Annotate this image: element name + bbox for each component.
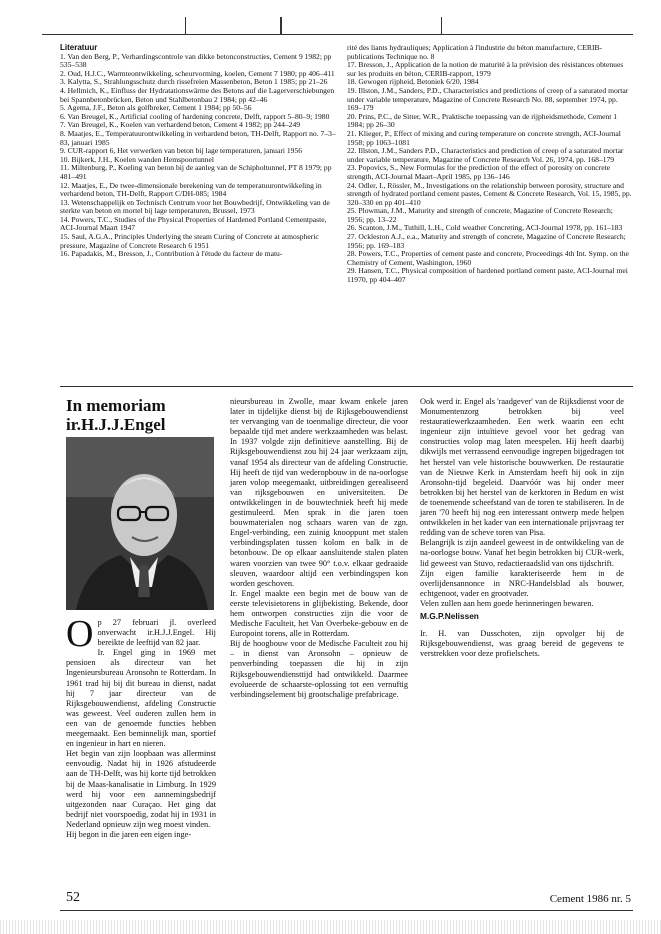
literature-left-list <box>60 53 342 259</box>
paragraph: Bij de hoogbouw voor de Medische Faculteit zou hij – in dienst van Aronsohn – opnieuw de penverbinding toepassen die hij in zijn Rijksgebouwendiensttijd had ontwikkeld. Daarmee evolueerde de schaarste-oplossing tot een vernuftig verbindingselement bij grootschalige prefabricage. <box>230 639 408 699</box>
paragraph: Velen zullen aan hem goede herinneringen bewaren. <box>420 598 594 608</box>
portrait-photo <box>66 437 214 610</box>
paragraph: Hij begon in die jaren een eigen inge- <box>66 829 192 839</box>
reference-item: 7. Van Breugel, K., Koelen van verhardend beton, Cement 4 1982; pp 244–249 <box>60 120 301 130</box>
article-column-2 <box>230 397 408 700</box>
reference-item: 17. Bresson, J., Application de la notion de maturité à la prévision des résistances obtenues sur les produits en béton, CERIB-rapport, 1979 <box>347 60 624 78</box>
reference-item: 15. Saul, A.G.A., Principles Underlying the steam Curing of Concrete at atmospheric pressure, Magazine of Concrete Research 6 1951 <box>60 232 319 250</box>
paragraph: Het begin van zijn loopbaan was allerminst eenvoudig. Nadat hij in 1926 afstudeerde aan de TH-Delft, was hij korte tijd betrokken bij de Maas-kanalisatie in Limburg. In 1929 werd hij voor een aannemingsbedrijf uitgezonden naar Curaçao. Het ging dat bedrijf niet voorspoedig, zodat hij in 1931 in Nederland opnieuw zijn weg moest vinden. <box>66 749 216 829</box>
paragraph: nieursbureau in Zwolle, maar kwam enkele jaren later in tijdelijke dienst bij de Rijksgebouwendienst ter vervanging van de toenmalige directeur, die voor bepaalde tijd met andere werkzaamheden was belast. In 1937 volgde zijn definitieve aanstelling. Bij de Rijksgebouwendienst zou hij 24 jaar werkzaam zijn, vanaf 1954 als directeur van de afdeling Constructie. Hij heeft de tijd van wederopbouw in de na-oorlogse jaren volop meegemaakt, uitbreidingen gerealiseerd van rijksgebouwen en universiteiten. De ontwikkelingen in de bouwtechniek heeft hij mede gestimuleerd. Men sprak in die jaren toen bouwmaterialen nog schaars waren van de zgn. Engel-verbinding, een zuinig knooppunt met stalen verbindingsplaten tussen kolom en balk in de betonbouw. De op elkaar aansluitende stalen platen waren voorzien van twee 90° t.o.v. elkaar gedraaide sleuven, waardoor altijd een verbindingspen kon worden geschoven. <box>230 397 408 588</box>
scan-edge <box>0 920 661 934</box>
reference-item: 22. Illston, J.M., Sanders P.D., Characteristics and prediction of creep of a saturated mortar under variable temperature, Magazine of Concrete Research Vol. 26, 1974, pp. 168–179 <box>347 146 624 164</box>
heading-line2: ir.H.J.J.Engel <box>66 415 166 434</box>
reference-item: 11. Miltenburg, P., Koeling van beton bij de aanleg van de Schipholtunnel, PT 8 1979; pp 481–491 <box>60 163 332 181</box>
heading-line1: In memoriam <box>66 396 166 415</box>
reference-item: 27. Ockleston A.J., e.a., Maturity and strength of concrete, Magazine of Concrete Research; 1956; pp. 169–183 <box>347 232 626 250</box>
reference-item: 1. Van den Berg, P., Verhardingscontrole van dikke betonconstructies, Cement 9 1982; pp 535–538 <box>60 51 332 70</box>
issue-label: Cement 1986 nr. 5 <box>549 893 631 905</box>
author-signature: M.G.P.Nelissen <box>420 610 479 621</box>
reference-item: 13. Wetenschappelijk en Technisch Centrum voor het Bouwbedrijf, Ontwikkeling van de sterkte van beton en mortel bij lage temperaturen, Brussel, 1973 <box>60 197 330 216</box>
section-divider <box>60 386 633 387</box>
reference-item: 26. Scanton, J.M., Tuthill, L.H., Cold weather Concreting, ACI-Journal 1978, pp. 161–183 <box>347 223 623 233</box>
reference-item: 18. Gewogen rijpheid, Betoniek 6/20, 1984 <box>347 77 479 87</box>
reference-item: 14. Powers, T.C., Studies of the Physical Properties of Hardened Portland Cementpaste, ACI-Journal Maart 1947 <box>60 214 327 233</box>
closing-note: Ir. H. van Dusschoten, zijn opvolger bij de Rijksgebouwendienst, was graag bereid de gegevens te verstrekken voor deze profielschets. <box>420 629 624 659</box>
reference-item: 6. Van Breugel, K., Artificial cooling of hardening concrete, Delft, rapport 5–80–9; 1980 <box>60 111 330 121</box>
header-box-right <box>280 17 442 34</box>
literature-right-column <box>347 44 632 285</box>
article-heading <box>66 396 182 434</box>
paragraph: Ir. Engel maakte een begin met de bouw van de eerste televisietorens in glijbekisting. Bekende, door hem ontworpen constructies zijn die voor de Medische Faculteit, het Van Overbeke-gebouw en de Europoint torens, alle in Rotterdam. <box>230 588 408 639</box>
reference-item: 2. Oud, H.J.C., Warmteontwikkeling, scheurvorming, koelen, Cement 7 1980; pp 406–411 <box>60 68 335 78</box>
paragraph: Ook werd ir. Engel als 'raadgever' van de Rijksdienst voor de Monumentenzorg betrokken bij veel restauratiewerkzaamheden. Een werk waarin een echt ingenieur zijn intuïtieve gevoel voor het gedrag van constructies volop mag laten meespelen. Hij heeft daarbij dikwijls met verrassend eenvoudige ingrepen bijgedragen tot het herstel van vele historische bouwwerken. De restauratie van de Nieuwe Kerk in Amsterdam heeft hij ook in zijn Aronsohn-tijd begeleid. Daarvóór was hij onder meer betrokken bij het herstel van de kerktoren in Bedum en wist de toenemende scheefstand van de toren te stabiliseren. In de jaren '70 heeft hij nog een interessant ontwerp mede helpen ontwikkelen in het kader van een internationale prijsvraag ter redding van de scheve toren van Pisa. <box>420 397 624 538</box>
literature-title: Literatuur <box>60 43 98 52</box>
reference-item: 9. CUR-rapport 6, Het verwerken van beton bij lage temperaturen, januari 1956 <box>60 146 303 156</box>
literature-right-list <box>347 44 632 285</box>
first-paragraph-text: p 27 februari jl. overleed onverwacht ir.H.J.J.Engel. Hij bereikte de leeftijd van 82 jaar. <box>97 618 216 648</box>
page-number: 52 <box>66 890 80 905</box>
header-box-left <box>185 17 282 34</box>
reference-item: 29. Hansen, T.C., Physical composition of hardened portland cement paste, ACI-Journal mei 11970, pp 404–407 <box>347 266 628 285</box>
reference-item: 5. Agema, J.F., Beton als golfbreker, Cement 1 1984; pp 50–56 <box>60 103 252 113</box>
paragraph: Ir. Engel ging in 1969 met pensioen als directeur van het Ingenieursbureau Aronsohn te Rotterdam. In 1961 trad hij bij dit bureau in dienst, nadat hij 7 jaar directeur van de Rijksgebouwendienst, afdeling Constructie was geweest. Veel ouderen zullen hem in een van de genoemde functies hebben meegemaakt. Een beminnelijk man, sportief en ingenieur in hart en nieren. <box>66 648 216 749</box>
reference-item: rité des liants hydrauliques; Application à l'industrie du béton manufacture, CERIB-publications Technique no. 8 <box>347 43 603 61</box>
portrait-illustration <box>66 437 214 610</box>
reference-item: 23. Popovics, S., New Formulas for the prediction of the effect of porosity on concrete strength, ACI-Journal Maart–April 1985, pp 136–146 <box>347 163 611 181</box>
literature-left-column <box>60 44 342 259</box>
reference-item: 19. Illston, J.M., Sanders, P.D., Characteristics and predictions of creep of a saturated mortar under variable temperature, Magazine of Concrete Research No. 88, september 1974, pp. 169–179 <box>347 85 629 113</box>
reference-item: 20. Prins, P.C., de Sitter, W.R., Praktische toepassing van de rijpheidsmethode, Cement 1 1984; pp 26–30 <box>347 111 618 130</box>
reference-item: 8. Maatjes, E., Temperatuurontwikkeling in verhardend beton, TH-Delft, Rapport no. 7–3–83, januari 1985 <box>60 128 336 147</box>
reference-item: 3. Kalytta, S., Strahlungsschutz durch rissefreien Massenbeton, Beton 1 1985; pp 21–26 <box>60 77 328 87</box>
reference-item: 4. Hellmich, K., Einfluss der Hydratationswärme des Betons auf die Lagerverschiebungen bei Spannbetonbrücken, Beton und Stahlbetonbau 2 1984; pp 42–46 <box>60 85 335 104</box>
article-column-1 <box>66 613 216 840</box>
first-paragraph <box>66 613 216 655</box>
reference-item: 24. Odler, I., Rössler, M., Investigations on the relationship between porosity, structure and strength of hydrated portland cement pastes, Cement & Concrete Research, Vol. 15, 1985, pp. 320–330 en pp 401–410 <box>347 180 632 207</box>
article-column-3 <box>420 397 624 659</box>
footer-rule <box>60 910 633 911</box>
header-rule <box>42 34 633 35</box>
reference-item: 28. Powers, T.C., Properties of cement paste and concrete, Proceedings 4th Int. Symp. on the Chemistry of Cement, Washington, 1960 <box>347 249 629 267</box>
drop-cap: O <box>66 613 94 655</box>
reference-item: 21. Klieger, P., Effect of mixing and curing temperature on concrete strength, ACI-Journal 1958; pp 1063–1081 <box>347 128 621 147</box>
paragraph: Belangrijk is zijn aandeel geweest in de ontwikkeling van de na-oorlogse bouw. Vanaf het begin betrokken bij CUR-werk, lid geweest van Stuvo, redactieraadslid van ons tijdschrift. <box>420 538 624 568</box>
reference-item: 10. Bijkerk, J.H., Koelen wanden Hemspoortunnel <box>60 154 214 164</box>
reference-item: 16. Papadakis, M., Bresson, J., Contribution à l'étude du facteur de matu- <box>60 249 283 259</box>
reference-item: 25. Plowman, J.M., Maturity and strength of concrete, Magazine of Concrete Research; 1956; pp. 13–22 <box>347 206 613 224</box>
paragraph: Zijn eigen familie karakteriseerde hem in de overlijdensannonce in NRC-Handelsblad als bouwer, echtgenoot, vader en grootvader. <box>420 568 624 598</box>
reference-item: 12. Maatjes, E., De twee-dimensionale berekening van de temperatuurontwikkeling in verhardend beton, TH-Delft, Rapport C/DH-085; 1984 <box>60 180 322 199</box>
